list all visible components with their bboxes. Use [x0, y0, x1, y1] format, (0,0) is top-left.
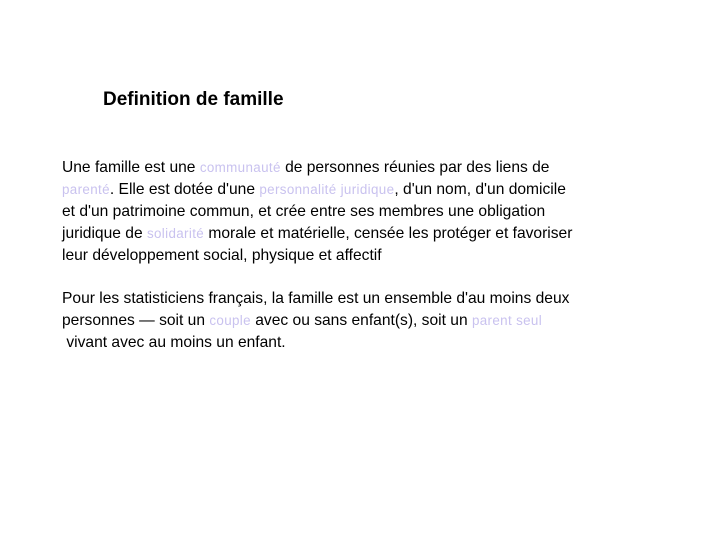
text-segment: . Elle est dotée d'une	[109, 181, 260, 198]
text-segment: , d'un nom, d'un domicile	[394, 181, 566, 198]
text-segment: Une famille est une	[62, 159, 200, 176]
paragraph-line	[62, 310, 569, 332]
paragraph-line	[62, 157, 572, 179]
statistics-paragraph	[62, 288, 569, 354]
link-personnalite-juridique[interactable]: personnalité juridique	[259, 182, 395, 197]
paragraph-line: et d'un patrimoine commun, et crée entre ses membres une obligation	[62, 203, 546, 220]
paragraph-line	[62, 179, 572, 201]
paragraph-line: vivant avec au moins un enfant.	[62, 334, 286, 351]
link-communaute[interactable]: communauté	[199, 160, 281, 175]
text-segment: de personnes réunies par des liens de	[280, 159, 550, 176]
definition-paragraph	[62, 157, 572, 267]
page-title: Definition de famille	[103, 89, 284, 110]
paragraph-line: Pour les statisticiens français, la famille est un ensemble d'au moins deux	[62, 290, 570, 307]
link-solidarite[interactable]: solidarité	[146, 226, 205, 241]
text-segment: morale et matérielle, censée les protéger et favoriser	[204, 225, 573, 242]
text-segment: personnes — soit un	[62, 312, 210, 329]
link-parent-seul[interactable]: parent seul	[471, 313, 543, 328]
link-couple[interactable]: couple	[209, 313, 251, 328]
link-parente[interactable]: parenté	[62, 182, 110, 197]
text-segment: juridique de	[62, 225, 147, 242]
text-segment: avec ou sans enfant(s), soit un	[250, 312, 472, 329]
paragraph-line: leur développement social, physique et affectif	[62, 247, 382, 264]
paragraph-line	[62, 223, 572, 245]
